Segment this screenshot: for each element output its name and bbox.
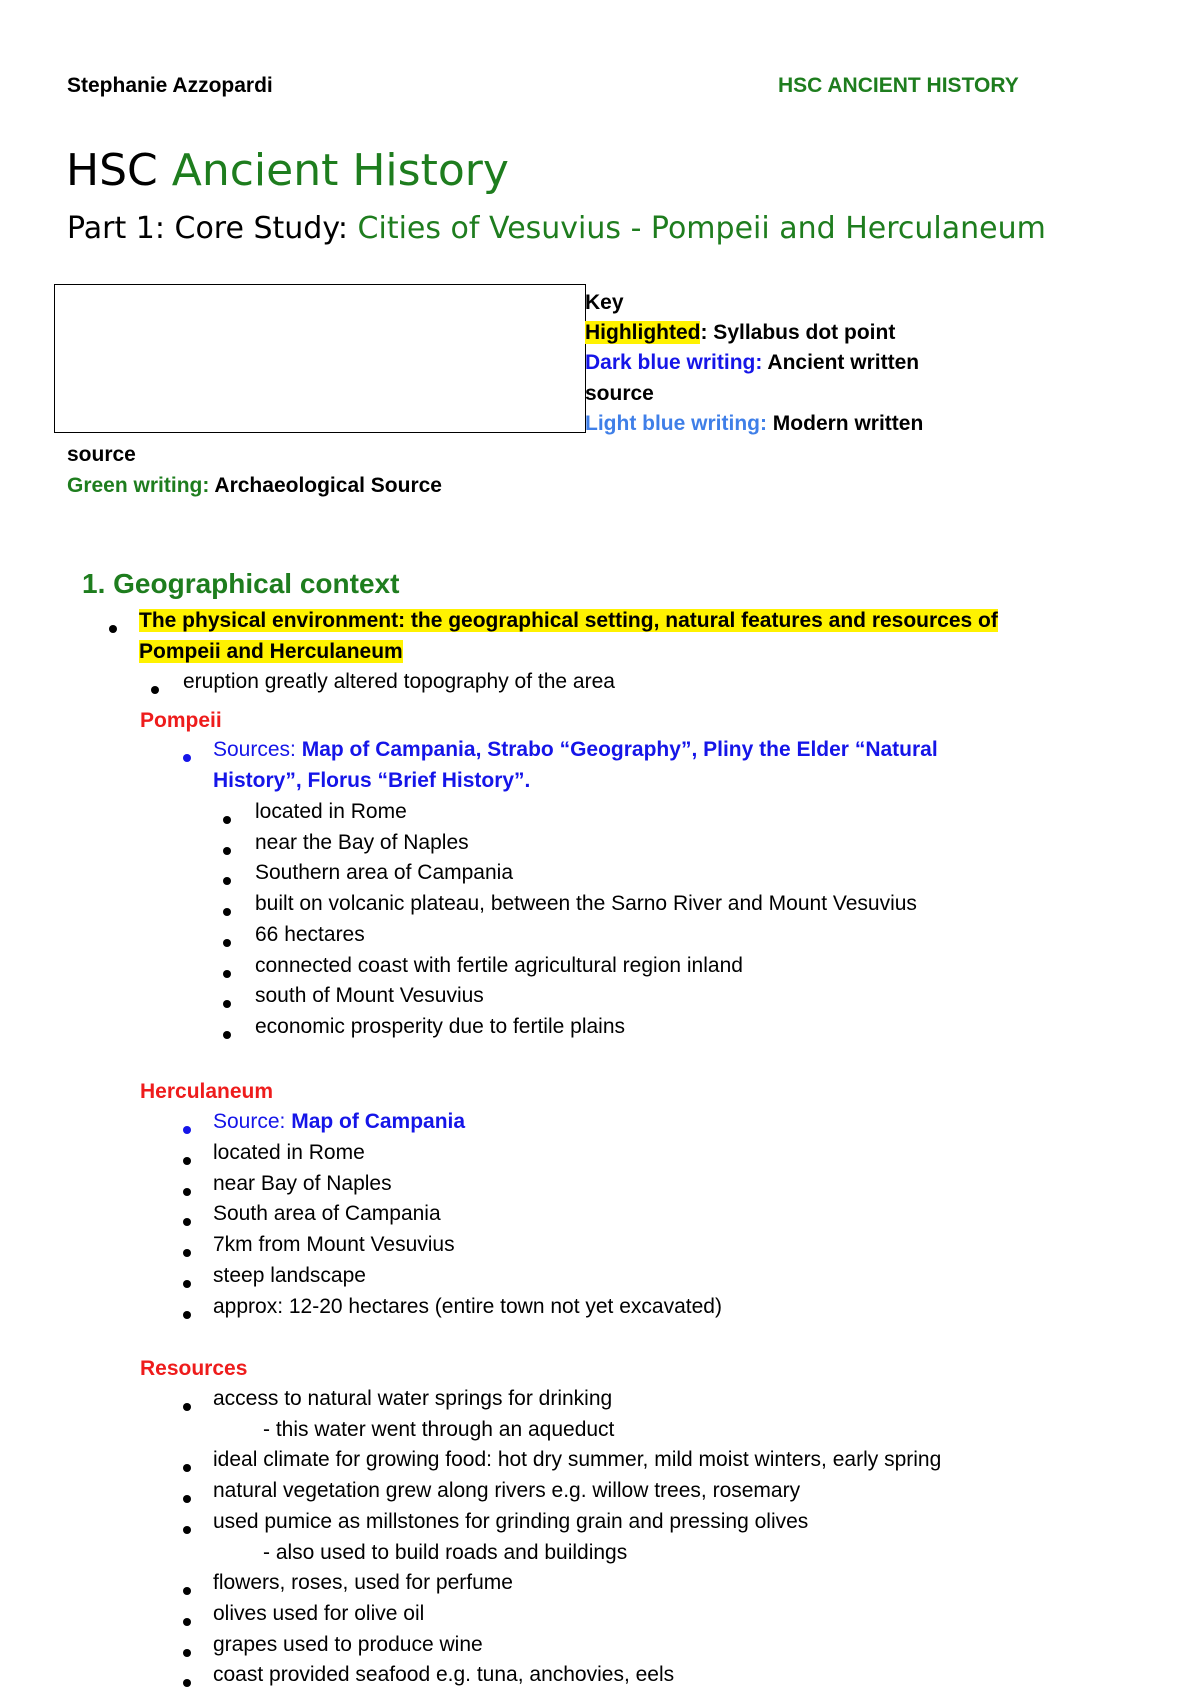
bullet-icon (183, 1249, 191, 1257)
empty-text-box (54, 284, 586, 433)
list-item: south of Mount Vesuvius (255, 984, 484, 1008)
bullet-icon (223, 847, 231, 855)
bullet-icon (183, 1188, 191, 1196)
pompeii-sources-text: Map of Campania, Strabo “Geography”, Pliny the Elder “Natural (301, 738, 938, 761)
list-item: coast provided seafood e.g. tuna, anchovies, eels (213, 1663, 675, 1687)
list-item: located in Rome (213, 1141, 365, 1164)
list-item: ideal climate for growing food: hot dry summer, mild moist winters, early spring (213, 1448, 942, 1472)
list-item: near the Bay of Naples (255, 830, 469, 854)
syllabus-text-2: Pompeii and Herculaneum (139, 640, 403, 663)
bullet-icon (183, 1403, 191, 1411)
list-item: connected coast with fertile agricultural region inland (255, 953, 743, 977)
pompeii-heading: Pompeii (140, 709, 222, 732)
page-title (66, 145, 509, 196)
list-item: Southern area of Campania (255, 861, 513, 885)
bullet-icon (223, 939, 231, 947)
key-highlighted (585, 318, 895, 349)
key-highlighted-label: Highlighted (585, 321, 701, 344)
intro-point: eruption greatly altered topography of the area (183, 670, 615, 693)
key-green-desc: Archaeological Source (209, 474, 442, 497)
key-dark-blue-desc2: source (585, 382, 654, 405)
bullet-icon (183, 1679, 191, 1687)
list-item: 7km from Mount Vesuvius (213, 1233, 455, 1257)
bullet-icon (223, 970, 231, 978)
key-green (67, 471, 442, 502)
list-item: access to natural water springs for drinking (213, 1387, 613, 1410)
list-item: natural vegetation grew along rivers e.g. willow trees, rosemary (213, 1479, 801, 1503)
list-item: South area of Campania (213, 1202, 441, 1226)
list-item: grapes used to produce wine (213, 1632, 483, 1656)
key-dark-blue-label: Dark blue writing: (585, 351, 763, 374)
herculaneum-source-line (213, 1107, 465, 1138)
list-item: built on volcanic plateau, between the Sarno River and Mount Vesuvius (255, 892, 917, 916)
list-item: used pumice as millstones for grinding grain and pressing olives (213, 1509, 809, 1533)
pompeii-sources-line2: History”, Florus “Brief History”. (213, 769, 531, 792)
herculaneum-source-label: Source: (213, 1110, 292, 1133)
key-light-blue-desc: Modern written (766, 412, 924, 435)
list-item: - this water went through an aqueduct (263, 1417, 615, 1441)
bullet-icon (183, 1495, 191, 1503)
key-highlighted-desc: : Syllabus dot point (700, 321, 896, 344)
page-subtitle (67, 211, 1046, 246)
bullet-icon (151, 686, 159, 694)
list-item: 66 hectares (255, 922, 365, 946)
pompeii-sources-line1 (213, 735, 938, 766)
pompeii-sources-label: Sources: (213, 738, 302, 761)
syllabus-point-line2 (139, 637, 403, 668)
list-item: approx: 12-20 hectares (entire town not yet excavated) (213, 1294, 722, 1318)
bullet-icon (109, 625, 117, 633)
list-item: flowers, roses, used for perfume (213, 1571, 513, 1595)
list-item: steep landscape (213, 1263, 366, 1287)
key-dark-blue (585, 348, 919, 379)
list-item: - also used to build roads and buildings (263, 1540, 628, 1564)
bullet-icon (183, 1464, 191, 1472)
list-item: near Bay of Naples (213, 1171, 392, 1195)
bullet-icon (183, 1126, 191, 1134)
herculaneum-heading: Herculaneum (140, 1080, 274, 1103)
list-item: economic prosperity due to fertile plains (255, 1014, 626, 1038)
bullet-icon (223, 908, 231, 916)
list-item: located in Rome (255, 800, 407, 823)
bullet-icon (183, 1526, 191, 1534)
subtitle-prefix: Part 1: Core Study: (67, 211, 358, 246)
key-light-blue-desc2: source (67, 443, 136, 466)
subtitle-main: Cities of Vesuvius - Pompeii and Herculaneum (357, 211, 1046, 246)
herculaneum-source-value: Map of Campania (291, 1110, 466, 1133)
list-item: olives used for olive oil (213, 1601, 425, 1625)
bullet-icon (183, 1587, 191, 1595)
bullet-icon (223, 816, 231, 824)
bullet-icon (183, 754, 191, 762)
key-green-label: Green writing: (67, 474, 210, 497)
resources-heading: Resources (140, 1357, 248, 1380)
bullet-icon (183, 1218, 191, 1226)
bullet-icon (183, 1311, 191, 1319)
syllabus-text-1: The physical environment: the geographical setting, natural features and resources of (139, 609, 998, 632)
key-light-blue (585, 409, 923, 440)
title-prefix: HSC (66, 145, 172, 196)
key-heading: Key (585, 291, 624, 314)
key-light-blue-label: Light blue writing: (585, 412, 767, 435)
author-name: Stephanie Azzopardi (67, 74, 273, 97)
title-main: Ancient History (171, 145, 509, 196)
bullet-icon (183, 1280, 191, 1288)
bullet-icon (223, 1000, 231, 1008)
bullet-icon (183, 1157, 191, 1165)
bullet-icon (183, 1649, 191, 1657)
section-heading: 1. Geographical context (82, 568, 400, 599)
course-label: HSC ANCIENT HISTORY (778, 74, 1019, 97)
bullet-icon (183, 1618, 191, 1626)
bullet-icon (223, 1031, 231, 1039)
bullet-icon (223, 877, 231, 885)
key-dark-blue-desc: Ancient written (762, 351, 920, 374)
syllabus-point-line1 (139, 606, 998, 637)
